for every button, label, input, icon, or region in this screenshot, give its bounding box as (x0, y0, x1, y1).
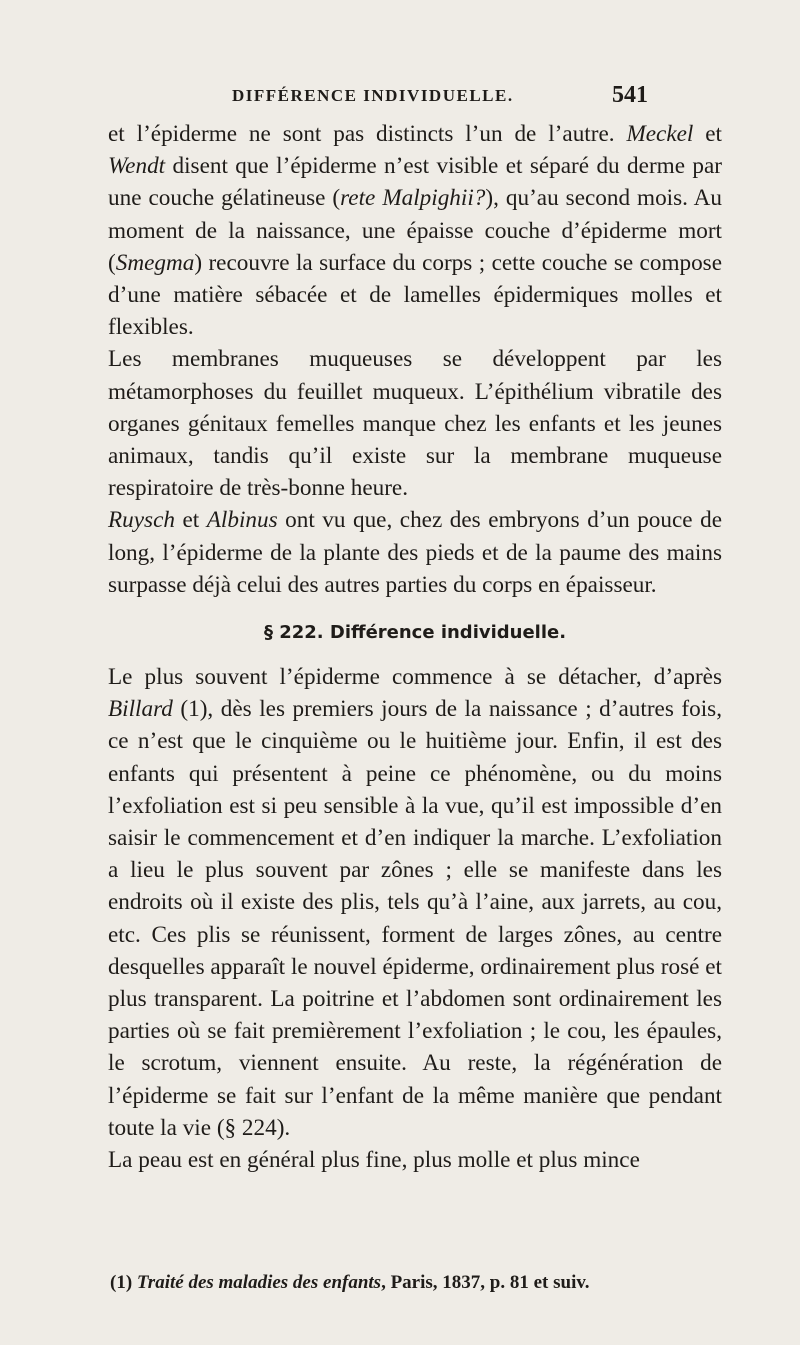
footnote-title: Traité des maladies des enfants (136, 1272, 382, 1293)
author-name: Meckel (626, 121, 694, 147)
body-text (108, 118, 722, 1176)
running-head: DIFFÉRENCE INDIVIDUELLE. (232, 86, 514, 105)
latin-term: rete Malpighii? (340, 185, 486, 212)
page-header (0, 82, 800, 116)
paragraph-5: La peau est en général plus fine, plus molle et plus mince (108, 1147, 640, 1174)
author-name: Albinus (206, 507, 278, 534)
author-name: Ruysch (108, 507, 175, 534)
page-number: 541 (612, 82, 648, 108)
footnote: (1) Traité des maladies des enfants, Paris, 1837, p. 81 et suiv. (110, 1272, 590, 1293)
paragraph-4: Le plus souvent l’épiderme commence à se détacher, d’après Billard (1), dès les premiers jours de la naissance ; d’autres fois, ce n’est que le cinquième ou le huitième jour. Enfin, il est des enfants qui présentent à peine ce phénomène, ou du moins l’exfoliation est si peu sensible à la vue, qu’il est impossible d’en saisir le commencement et d’en indiquer la marche. L’exfoliation a lieu le plus souvent par zônes ; elle se manifeste dans les endroits où il existe des plis, tels qu’à l’aine, aux jarrets, au cou, etc. Ces plis se réunissent, forment de larges zônes, au centre desquelles apparaît le nouvel épiderme, ordinairement plus rosé et plus transparent. La poitrine et l’abdomen sont ordinairement les parties où se fait premièrement l’exfoliation ; le cou, les épaules, le scrotum, viennent ensuite. Au reste, la régénération de l’épiderme se fait sur l’enfant de la même manière que pendant toute la vie (§ 224). (108, 664, 722, 1141)
paragraph-1: et l’épiderme ne sont pas distincts l’un de l’autre. Meckel et Wendt disent que l’épiderme n’est visible et séparé du derme par une couche gélatineuse (rete Malpighii?), qu’au second mois. Au moment de la naissance, une épaisse couche d’épiderme mort (Smegma) recouvre la surface du corps ; cette couche se compose d’une matière sébacée et de lamelles épidermiques molles et flexibles. (108, 121, 722, 341)
author-name: Billard (108, 696, 173, 723)
paragraph-3: Ruysch et Albinus ont vu que, chez des embryons d’un pouce de long, l’épiderme de la plante des pieds et de la paume des mains surpasse déjà celui des autres parties du corps en épaisseur. (108, 507, 722, 598)
paragraph-2: Les membranes muqueuses se développent par les métamorphoses du feuillet muqueux. L’épithélium vibratile des organes génitaux femelles manque chez les enfants et les jeunes animaux, tandis qu’il existe sur la membrane muqueuse respiratoire de très-bonne heure. (108, 346, 722, 502)
latin-term: Smegma (115, 249, 195, 276)
author-name: Wendt (108, 153, 166, 180)
section-heading: § 222. Différence individuelle. (263, 622, 567, 644)
